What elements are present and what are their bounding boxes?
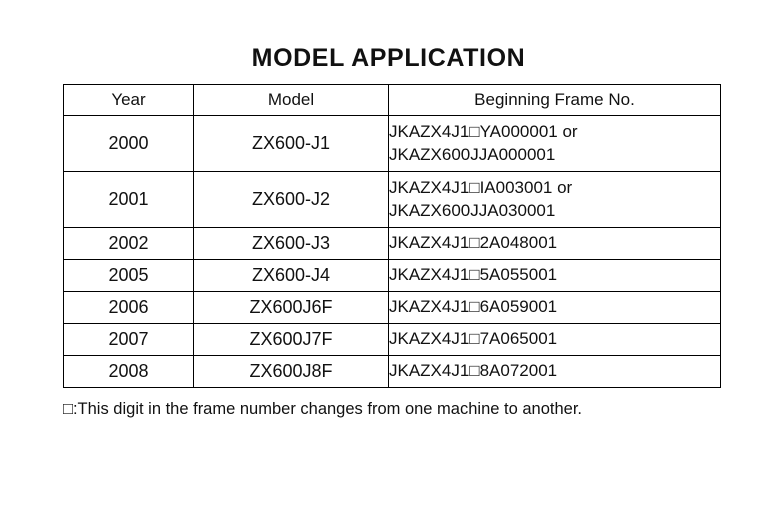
table-row: [64, 116, 721, 172]
cell-frame-no: [389, 228, 721, 260]
frame-line: JKAZX4J1□2A048001: [389, 233, 558, 253]
cell-frame-no: [389, 356, 721, 388]
cell-year: 2008: [64, 356, 194, 388]
frame-line: JKAZX4J1□YA000001 or: [389, 122, 578, 142]
cell-frame-no: [389, 292, 721, 324]
table-row: [64, 292, 721, 324]
cell-frame-no: [389, 324, 721, 356]
frame-line: JKAZX4J1□7A065001: [389, 329, 558, 349]
column-header-model: Model: [194, 85, 389, 116]
cell-model: ZX600J7F: [194, 324, 389, 356]
cell-frame-no: [389, 116, 721, 172]
frame-line: JKAZX4J1□8A072001: [389, 361, 558, 381]
table-row: [64, 356, 721, 388]
cell-model: ZX600-J1: [194, 116, 389, 172]
table-row: [64, 324, 721, 356]
cell-model: ZX600-J3: [194, 228, 389, 260]
cell-year: 2005: [64, 260, 194, 292]
cell-model: ZX600-J4: [194, 260, 389, 292]
table-row: [64, 172, 721, 228]
cell-model: ZX600J8F: [194, 356, 389, 388]
cell-frame-no: [389, 172, 721, 228]
frame-line: JKAZX4J1□IA003001 or: [389, 178, 573, 198]
column-header-frame-no: Beginning Frame No.: [389, 85, 721, 116]
table-row: [64, 228, 721, 260]
cell-year: 2000: [64, 116, 194, 172]
cell-model: ZX600-J2: [194, 172, 389, 228]
footnote: □:This digit in the frame number changes from one machine to another.: [63, 400, 582, 418]
column-header-year: Year: [64, 85, 194, 116]
cell-year: 2007: [64, 324, 194, 356]
cell-year: 2002: [64, 228, 194, 260]
table-row: [64, 260, 721, 292]
cell-frame-no: [389, 260, 721, 292]
frame-line: JKAZX600JJA000001: [389, 144, 556, 164]
frame-line: JKAZX4J1□5A055001: [389, 265, 558, 285]
page-title: MODEL APPLICATION: [251, 44, 526, 72]
cell-model: ZX600J6F: [194, 292, 389, 324]
cell-year: 2001: [64, 172, 194, 228]
model-application-table: [63, 84, 721, 388]
cell-year: 2006: [64, 292, 194, 324]
frame-line: JKAZX600JJA030001: [389, 200, 556, 220]
frame-line: JKAZX4J1□6A059001: [389, 297, 558, 317]
table-header-row: [64, 85, 721, 116]
